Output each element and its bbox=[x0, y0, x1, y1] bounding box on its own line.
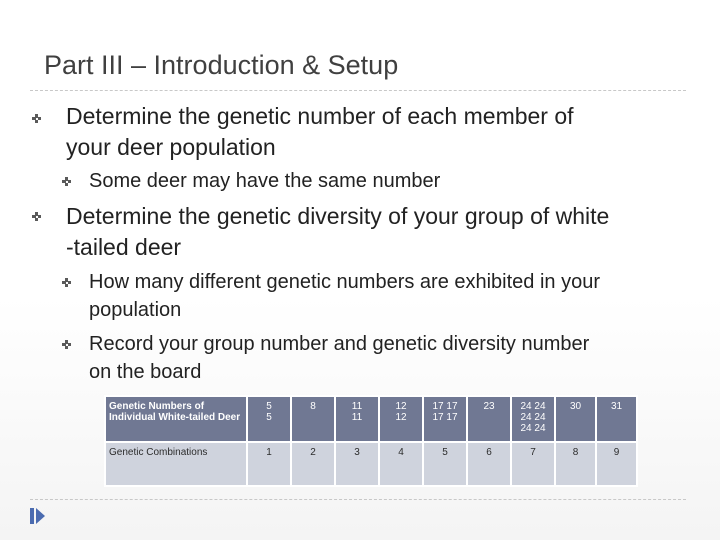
cell-line: 17 17 bbox=[432, 401, 458, 412]
bullet-1-line-2: your deer population bbox=[66, 134, 276, 160]
cell-line: 12 bbox=[395, 412, 407, 423]
cell-line: 24 24 bbox=[520, 423, 546, 434]
row-header-genetic-numbers: Genetic Numbers of Individual White-tailed Deer bbox=[105, 396, 247, 442]
bullet-dot bbox=[65, 183, 68, 186]
cell-line: 11 bbox=[351, 412, 363, 423]
bullet-dot bbox=[68, 343, 71, 346]
cell-line: 24 24 bbox=[520, 412, 546, 423]
bullet-dot bbox=[65, 346, 68, 349]
bullet-dot bbox=[38, 215, 41, 218]
cell-line: 5 bbox=[266, 412, 272, 423]
table-cell bbox=[423, 396, 467, 442]
genetic-table bbox=[104, 395, 638, 487]
table-cell bbox=[379, 396, 423, 442]
cell-line: 11 bbox=[351, 401, 363, 412]
bullet-2-sub-1-line-1: How many different genetic numbers are exhibited in your bbox=[89, 271, 601, 293]
cell-line: 31 bbox=[610, 401, 623, 412]
bullet-1-sub-1-line-1: Some deer may have the same number bbox=[89, 170, 441, 192]
bullet-2 bbox=[66, 201, 609, 263]
table-cell: 9 bbox=[596, 442, 637, 486]
bullet-dot bbox=[68, 281, 71, 284]
table-cell: 7 bbox=[511, 442, 555, 486]
cell-line: 23 bbox=[483, 401, 495, 412]
table-row bbox=[105, 396, 637, 442]
table-cell: 2 bbox=[291, 442, 335, 486]
table-cell bbox=[467, 396, 511, 442]
table-cell: 6 bbox=[467, 442, 511, 486]
bullet-icon bbox=[62, 177, 71, 186]
bullet-dot bbox=[38, 117, 41, 120]
bullet-2-sub-1 bbox=[89, 268, 600, 324]
cell-line: 17 17 bbox=[432, 412, 458, 423]
bullet-2-sub-1-line-2: population bbox=[89, 299, 182, 321]
bullet-2-sub-2 bbox=[89, 330, 589, 386]
bullet-2-sub-2-line-1: Record your group number and genetic diversity number bbox=[89, 333, 590, 355]
bullet-2-line-2: -tailed deer bbox=[66, 234, 182, 260]
table-cell bbox=[335, 396, 379, 442]
table-cell bbox=[596, 396, 637, 442]
bullet-dot bbox=[65, 284, 68, 287]
next-slide-arrow-icon[interactable] bbox=[36, 508, 45, 524]
bullet-dot bbox=[32, 215, 35, 218]
title-divider bbox=[30, 90, 686, 91]
bullet-1-line-1: Determine the genetic number of each member of bbox=[66, 103, 574, 129]
bullet-2-sub-2-line-2: on the board bbox=[89, 361, 202, 383]
bullet-icon bbox=[32, 212, 41, 221]
table-cell bbox=[291, 396, 335, 442]
table-cell bbox=[511, 396, 555, 442]
bullet-dot bbox=[35, 218, 38, 221]
table-cell bbox=[247, 396, 291, 442]
table-cell: 3 bbox=[335, 442, 379, 486]
table-row bbox=[105, 442, 637, 486]
bullet-dot bbox=[62, 180, 65, 183]
bullet-dot bbox=[32, 117, 35, 120]
cell-line: 30 bbox=[569, 401, 582, 412]
bullet-1-sub-1 bbox=[89, 167, 440, 195]
table-cell: 5 bbox=[423, 442, 467, 486]
bullet-icon bbox=[62, 340, 71, 349]
table-cell: 4 bbox=[379, 442, 423, 486]
bullet-2-line-1: Determine the genetic diversity of your group of white bbox=[66, 203, 610, 229]
table-cell: 8 bbox=[555, 442, 596, 486]
bullet-dot bbox=[35, 120, 38, 123]
row-header-genetic-combinations: Genetic Combinations bbox=[105, 442, 247, 486]
next-slide-bar-icon[interactable] bbox=[30, 508, 34, 524]
bullet-icon bbox=[32, 114, 41, 123]
cell-line: 8 bbox=[310, 401, 316, 412]
bullet-icon bbox=[62, 278, 71, 287]
bullet-dot bbox=[68, 180, 71, 183]
cell-line: 12 bbox=[395, 401, 407, 412]
footer-divider bbox=[30, 499, 686, 500]
bullet-dot bbox=[62, 343, 65, 346]
cell-line: 5 bbox=[266, 401, 272, 412]
cell-line: 24 24 bbox=[520, 401, 546, 412]
bullet-1 bbox=[66, 101, 574, 163]
slide-title: Part III – Introduction & Setup bbox=[44, 50, 399, 80]
table-cell bbox=[555, 396, 596, 442]
bullet-dot bbox=[62, 281, 65, 284]
table-cell: 1 bbox=[247, 442, 291, 486]
